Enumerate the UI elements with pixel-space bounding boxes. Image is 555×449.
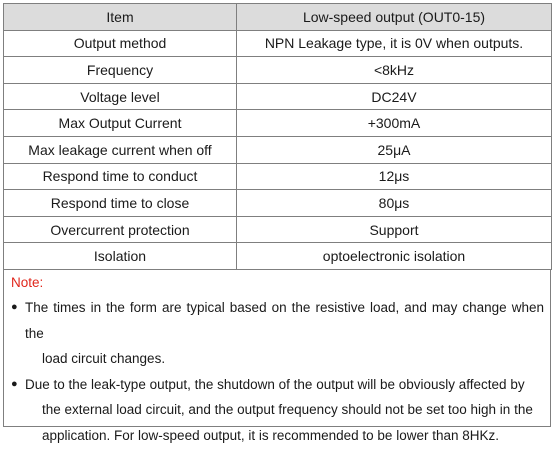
value-cell: DC24V: [237, 83, 552, 110]
table-row: [4, 30, 552, 57]
table-row: [4, 190, 552, 217]
note-title: Note:: [11, 274, 44, 290]
item-cell: Respond time to conduct: [4, 163, 237, 190]
value-cell: +300mA: [237, 110, 552, 137]
note-box: [3, 270, 551, 443]
value-cell: Support: [237, 216, 552, 243]
table-row: [4, 243, 552, 270]
table-row: [4, 163, 552, 190]
table-row: [4, 110, 552, 137]
item-cell: Max Output Current: [4, 110, 237, 137]
output-spec-table: [3, 3, 552, 270]
note-text: application. For low-speed output, it is recommended to be lower than 8HKz.: [42, 427, 499, 443]
value-cell: NPN Leakage type, it is 0V when outputs.: [237, 30, 552, 57]
table-row: [4, 57, 552, 84]
note-bullet: [4, 295, 550, 372]
note-text: Due to the leak-type output, the shutdown of the output will be obviously affected by: [25, 376, 525, 392]
note-text: The times in the form are typical based on the resistive load, and may change when the: [25, 299, 544, 341]
value-cell: <8kHz: [237, 57, 552, 84]
note-bullet: [4, 372, 550, 449]
column-header-item: Item: [4, 4, 237, 31]
bullet-dot-icon: ●: [11, 300, 18, 313]
item-cell: Max leakage current when off: [4, 136, 237, 163]
table-row: [4, 83, 552, 110]
column-header-low-speed-output: Low-speed output (OUT0-15): [237, 4, 552, 31]
note-text: load circuit changes.: [42, 351, 166, 367]
table-row: [4, 216, 552, 243]
note-text: the external load circuit, and the output frequency should not be set too high in the: [42, 402, 533, 418]
item-cell: Output method: [4, 30, 237, 57]
bullet-dot-icon: ●: [11, 377, 18, 390]
table-row: [4, 136, 552, 163]
value-cell: 25μA: [237, 136, 552, 163]
table-header-row: [4, 4, 552, 31]
spec-sheet: [3, 3, 551, 443]
item-cell: Frequency: [4, 57, 237, 84]
value-cell: optoelectronic isolation: [237, 243, 552, 270]
item-cell: Overcurrent protection: [4, 216, 237, 243]
item-cell: Isolation: [4, 243, 237, 270]
value-cell: 80μs: [237, 190, 552, 217]
item-cell: Voltage level: [4, 83, 237, 110]
item-cell: Respond time to close: [4, 190, 237, 217]
value-cell: 12μs: [237, 163, 552, 190]
